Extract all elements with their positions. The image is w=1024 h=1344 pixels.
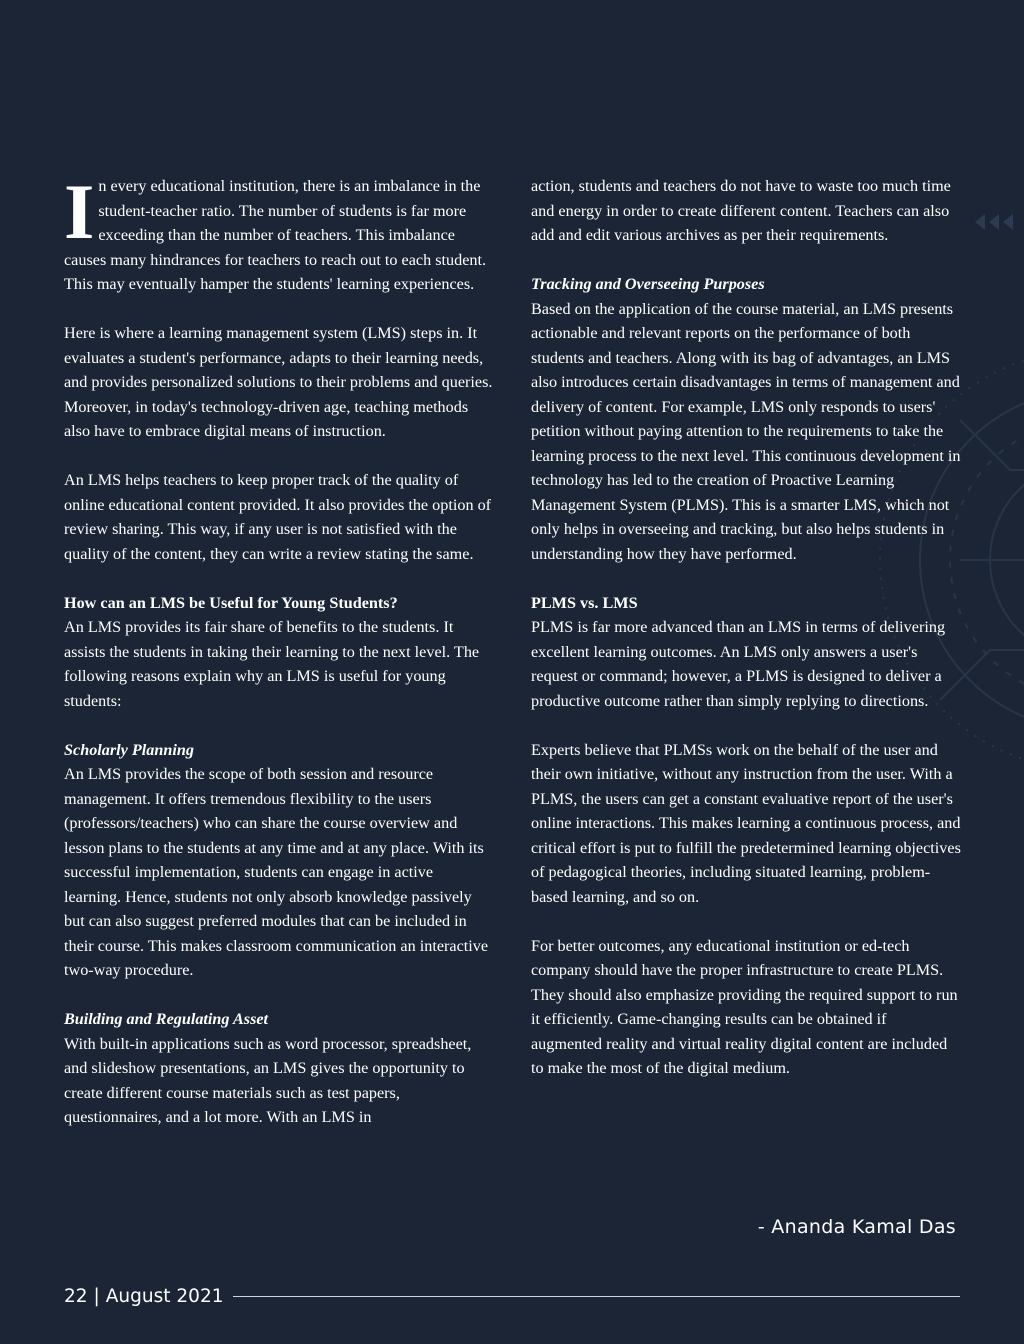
- paragraph-tracking: Based on the application of the course material, an LMS presents actionable and relevant reports on the performance of both students and teachers. Along with its bag of advantages, an LMS also introduces certain disadvantages in terms of management and delivery of content. For example, LMS only responds to users' petition without paying attention to the requirements to take the learning process to the next level. This continuous development in technology has led to the creation of Proactive Learning Management System (PLMS). This is a smarter LMS, which not only helps in overseeing and tracking, but also helps students in understanding how they have performed.: [531, 299, 961, 563]
- footer-rule: [233, 1296, 960, 1297]
- article-left-column: [64, 168, 494, 1130]
- paragraph-experts: Experts believe that PLMSs work on the behalf of the user and their own initiative, without any instruction from the user. With a PLMS, the users can get a constant evaluative report of the user's online interactions. This makes learning a continuous process, and critical effort is put to fulfill the predetermined learning objectives of pedagogical theories, including situated learning, problem-based learning, and so on.: [531, 740, 961, 906]
- page-number: 22: [64, 1286, 88, 1307]
- heading-tracking: Tracking and Overseeing Purposes: [531, 275, 765, 293]
- intro-text: n every educational institution, there is an imbalance in the student-teacher ratio. The number of students is far more exceeding than the number of teachers. This imbalance causes many hindrances for teachers to reach out to each student. This may eventually hamper the students' learning experiences.: [64, 177, 487, 293]
- paragraph-continuation: action, students and teachers do not have to waste too much time and energy in order to create different content. Teachers can also add and edit various archives as per their requirements.: [531, 177, 951, 244]
- paragraph-building-asset: With built-in applications such as word processor, spreadsheet, and slideshow presentations, an LMS gives the opportunity to create different course materials such as test papers, questionnaires, and a lot more. With an LMS in: [64, 1034, 472, 1126]
- article-right-column: [531, 174, 961, 1081]
- section-building-asset: [64, 1007, 494, 1130]
- footer-separator: |: [93, 1286, 100, 1307]
- heading-plms-vs-lms: PLMS vs. LMS: [531, 593, 638, 612]
- section-young-students: [64, 591, 494, 714]
- paragraph-plms-vs-lms: PLMS is far more advanced than an LMS in terms of delivering excellent learning outcomes. An LMS only answers a user's request or command; however, a PLMS is designed to deliver a productive outcome rather than simply replying to directions.: [531, 618, 946, 710]
- section-scholarly-planning: [64, 738, 494, 983]
- author-byline: - Ananda Kamal Das: [757, 1216, 956, 1238]
- page-footer: [64, 1286, 960, 1307]
- heading-building-asset: Building and Regulating Asset: [64, 1010, 269, 1028]
- issue-date: August 2021: [105, 1286, 224, 1307]
- paragraph-young-students: An LMS provides its fair share of benefits to the students. It assists the students in taking their learning to the next level. The following reasons explain why an LMS is useful for young students:: [64, 618, 480, 710]
- paragraph-track-quality: An LMS helps teachers to keep proper track of the quality of online educational content provided. It also provides the option of review sharing. This way, if any user is not satisfied with the quality of the content, they can write a review stating the same.: [64, 471, 492, 563]
- heading-young-students: How can an LMS be Useful for Young Students?: [64, 593, 398, 612]
- drop-cap: I: [64, 168, 95, 255]
- section-plms-vs-lms: [531, 591, 961, 714]
- paragraph-lms-steps-in: Here is where a learning management system (LMS) steps in. It evaluates a student's performance, adapts to their learning needs, and provides personalized solutions to their problems and queries. Moreover, in today's technology-driven age, teaching methods also have to embrace digital means of instruction.: [64, 324, 493, 440]
- intro-paragraph: [64, 168, 494, 297]
- section-tracking: [531, 272, 961, 566]
- paragraph-better-outcomes: For better outcomes, any educational institution or ed-tech company should have the proper infrastructure to create PLMS. They should also emphasize providing the required support to run it efficiently. Game-changing results can be obtained if augmented reality and virtual reality digital content are included to make the most of the digital medium.: [531, 936, 958, 1077]
- heading-scholarly-planning: Scholarly Planning: [64, 740, 194, 759]
- paragraph-scholarly-planning: An LMS provides the scope of both session and resource management. It offers tremendous flexibility to the users (professors/teachers) who can share the course overview and lesson plans to the students at any time and at any place. With its successful implementation, students can engage in active learning. Hence, students not only absorb knowledge passively but can also suggest preferred modules that can be included in their course. This makes classroom communication an interactive two-way procedure.: [64, 765, 489, 979]
